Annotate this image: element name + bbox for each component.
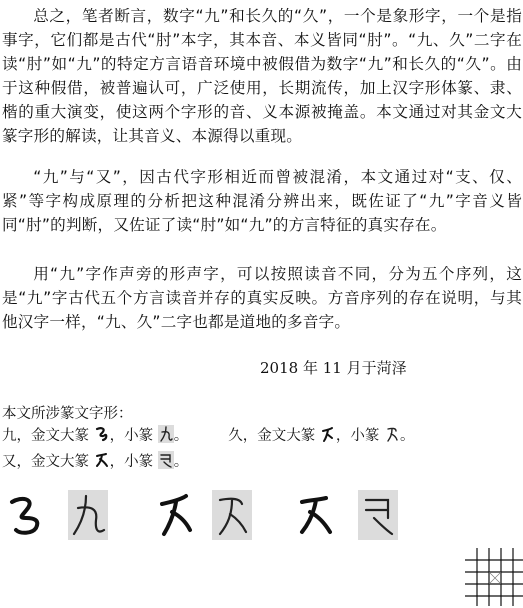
jiu-seal-glyph-icon [158, 425, 174, 443]
xiaozhuan-label: ，小篆 [335, 428, 380, 444]
line-end: 。 [399, 428, 415, 444]
line-end: 。 [173, 428, 189, 444]
xiaozhuan-label: ，小篆 [109, 428, 154, 444]
jiu-bronze-glyph-icon [94, 425, 110, 443]
glyph-list-line [2, 450, 188, 471]
dazhuan-label: 金文大篆 [31, 428, 89, 444]
grid-icon [465, 548, 523, 606]
paragraph-summary: 总之，笔者断言，数字“九”和长久的“久”，一个是象形字，一个是指事字，它们都是古代“肘”本字，其本音、本义皆同“肘”。“九、久”二字在读“肘”如“九”的特定方言语音环境中被假借为数字“九”和长久的“久”。由于这种假借，被普遍认可，广泛使用，长期流传，加上汉字形体篆、隶、楷的重大演变，使这两个字形的音、义本源被掩盖。本文通过对其金文大篆字形的解读，让其音义、本源得以重现。 [2, 7, 522, 146]
jiu-bronze-glyph-icon [6, 490, 46, 540]
glyph-char-you: 又 [2, 454, 17, 470]
separator: ， [242, 428, 258, 444]
jiu-long-seal-glyph-icon [212, 490, 252, 540]
glyph-char-jiu-long: 久 [228, 428, 243, 444]
xiaozhuan-label: ，小篆 [109, 454, 154, 470]
you-seal-glyph-icon [158, 451, 174, 469]
jiu-long-seal-glyph-icon [384, 425, 400, 443]
you-seal-glyph-icon [358, 490, 398, 540]
you-bronze-glyph-icon [94, 451, 110, 469]
line-end: 。 [173, 454, 189, 470]
glyph-list-heading: 本文所涉篆文字形： [2, 406, 133, 422]
dazhuan-label: 金文大篆 [257, 428, 316, 444]
jiu-seal-glyph-icon [68, 490, 108, 540]
glyph-list-line [2, 424, 414, 445]
separator: ， [16, 454, 31, 470]
date-line: 2018 年 11 月于菏泽 [260, 359, 407, 377]
jiu-long-bronze-glyph-icon [320, 425, 336, 443]
separator: ， [16, 428, 31, 444]
paragraph-phonetic-series: 用“九”字作声旁的形声字，可以按照读音不同，分为五个序列，这是“九”字古代五个方言读音并存的真实反映。方音序列的存在说明，与其他汉字一样，“九、久”二字也都是道地的多音字。 [2, 265, 522, 332]
you-bronze-glyph-icon [296, 490, 336, 540]
glyph-char-jiu: 九 [2, 428, 17, 444]
paragraph-confusion: “九”与“又”，因古代字形相近而曾被混淆，本文通过对“支、仅、紧”等字构成原理的分析把这种混淆分辨出来，既佐证了“九”字音义皆同“肘”的判断，又佐证了读“肘”如“九”的方言特征的真实存在。 [2, 168, 522, 235]
jiu-long-bronze-glyph-icon [156, 490, 196, 540]
dazhuan-label: 金文大篆 [31, 454, 89, 470]
